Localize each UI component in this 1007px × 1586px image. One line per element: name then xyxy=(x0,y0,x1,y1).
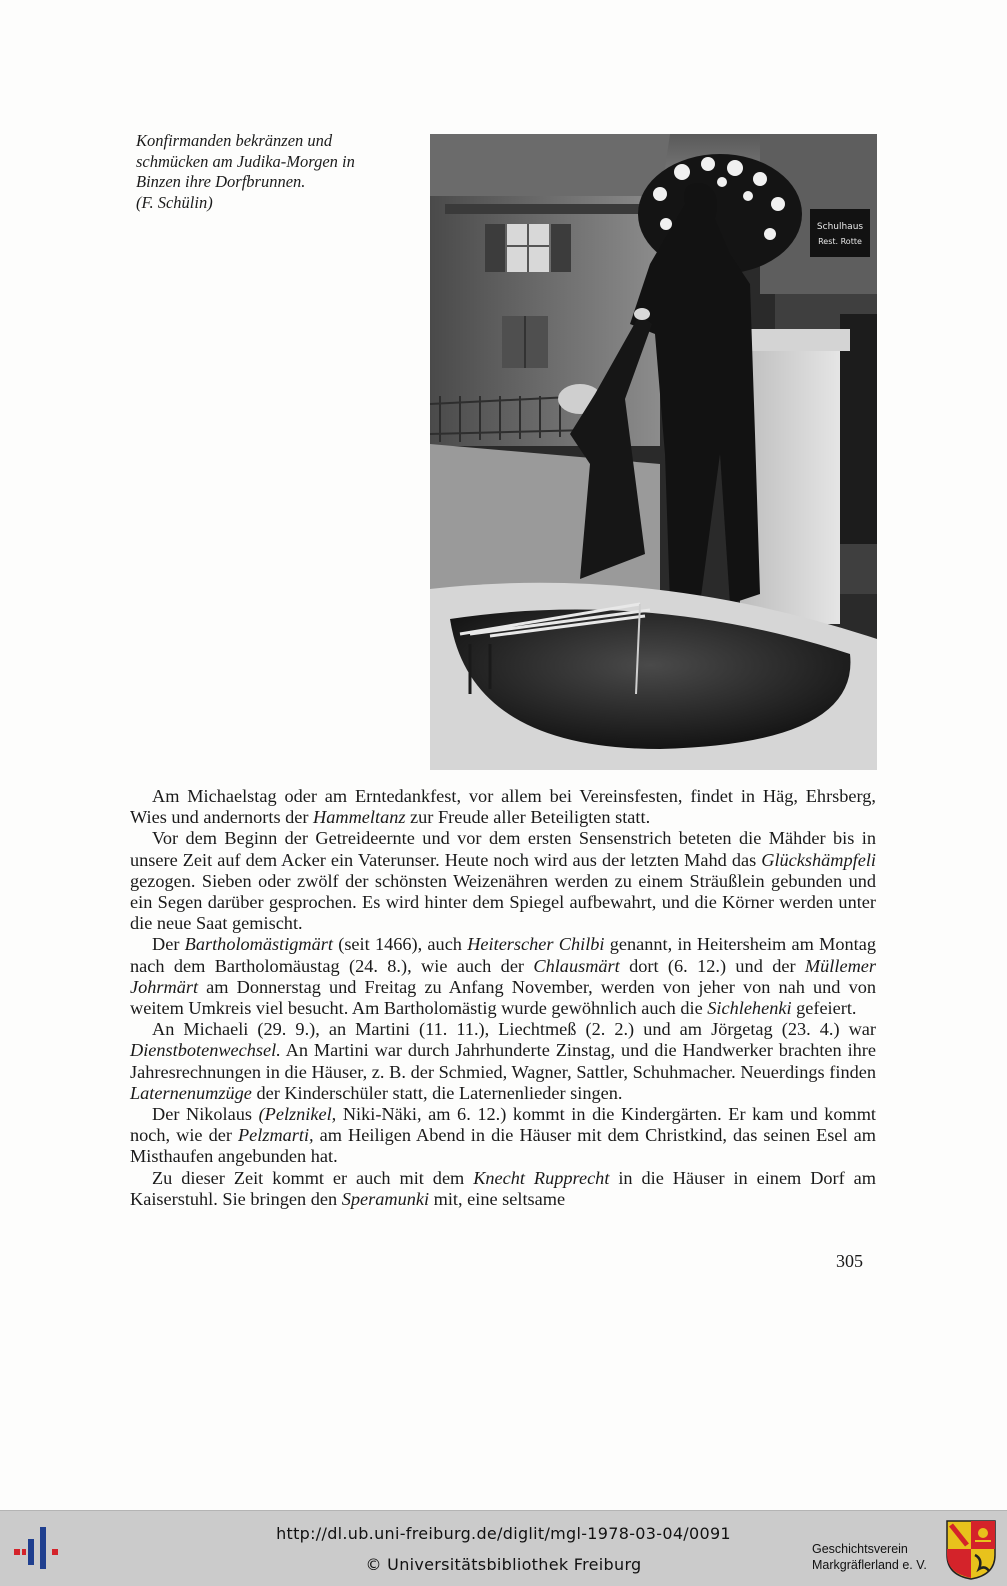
text-run: am Heiligen Abend in die Häuser mit dem Christkind, das seinen Esel am Misthaufen angebunden hat. xyxy=(130,1125,876,1167)
text-run: Vor dem Beginn der Getreideernte und vor dem ersten Sensenstrich beteten die Mähder bis in unsere Zeit auf dem Acker ein Vaterunser. Heute noch wird aus der letzten Mahd das xyxy=(130,828,876,870)
text-run: Der xyxy=(152,934,185,955)
text-run: Am Michaelstag oder am Erntedankfest, vor allem bei Vereinsfesten, findet in Häg, Ehrsberg, Wies und andernorts der xyxy=(130,786,876,828)
viewer-footer xyxy=(0,1510,1007,1586)
italic-term: Speramunki xyxy=(341,1188,430,1209)
italic-term: Chlausmärt xyxy=(533,955,620,976)
text-run: Niki-Näki, am 6. 12.) kommt in die Kindergärten. Er kam und kommt noch, wie der xyxy=(130,1104,876,1146)
text-run: in die Häuser in einem Dorf am Kaiserstuhl. Sie bringen den xyxy=(130,1167,876,1209)
italic-term: Sichlehenki xyxy=(707,998,792,1019)
text-run: (seit 1466), auch xyxy=(332,934,468,955)
caption-line: schmücken am Judika-Morgen in xyxy=(136,151,355,171)
italic-term: Pelzmarti, xyxy=(237,1125,314,1146)
text-run: An Michaeli (29. 9.), an Martini (11. 11.), Liechtmeß (2. 2.) und am Jörgetag (23. 4.) war xyxy=(152,1019,876,1040)
paragraph xyxy=(130,1168,876,1210)
society-name xyxy=(812,1541,938,1573)
text-run: gezogen. Sieben oder zwölf der schönsten Weizenähren werden zu einem Sträußlein gebunden und ein Segen darüber gesprochen. Es wird hinter dem Spiegel aufbewahrt, und die Körner werden unter die neue Saat gemischt. xyxy=(130,870,876,934)
svg-text:Rest. Rotte: Rest. Rotte xyxy=(818,237,862,246)
text-run: mit, eine seltsame xyxy=(429,1188,566,1209)
italic-term: Müllemer Johrmärt xyxy=(130,955,876,997)
society-line: Markgräflerland e. V. xyxy=(812,1558,927,1572)
text-run: dort (6. 12.) und der xyxy=(619,955,805,976)
photo-caption xyxy=(136,131,421,213)
italic-term: Hammeltanz xyxy=(313,807,406,828)
paragraph xyxy=(130,1019,876,1104)
paragraph xyxy=(130,786,876,828)
paragraph xyxy=(130,1104,876,1168)
italic-term: Bartholomästigmärt xyxy=(184,934,333,955)
coat-of-arms-icon xyxy=(945,1519,997,1581)
text-run: am Donnerstag und Freitag zu Anfang November, werden von jeher von nah und von weitem Umkreis viel besucht. Am Bartholomästig wurde gewöhnlich auch die xyxy=(130,976,876,1019)
paragraph xyxy=(130,828,876,934)
society-line: Geschichtsverein xyxy=(812,1542,908,1556)
text-run: genannt, in Heitersheim am Montag nach dem Bartholomäustag (24. 8.), wie auch der xyxy=(130,934,876,976)
italic-term: Heiterscher Chilbi xyxy=(467,934,605,955)
copyright-notice: © Universitätsbibliothek Freiburg xyxy=(365,1555,642,1574)
text-run: der Kinderschüler statt, die Laternenlieder singen. xyxy=(251,1082,623,1103)
italic-term: (Pelznikel, xyxy=(258,1104,337,1125)
italic-term: Glückshämpfeli xyxy=(761,849,876,870)
caption-line: Binzen ihre Dorfbrunnen. xyxy=(136,172,306,191)
text-run: Zu dieser Zeit kommt er auch mit dem xyxy=(152,1167,474,1188)
caption-line: (F. Schülin) xyxy=(136,192,213,212)
italic-term: Laternenumzüge xyxy=(130,1082,252,1103)
italic-term: Dienstbotenwechsel. xyxy=(130,1040,281,1061)
text-run: Der Nikolaus xyxy=(152,1104,259,1125)
paragraph xyxy=(130,934,876,1019)
svg-text:Schulhaus: Schulhaus xyxy=(816,222,864,232)
caption-line: Konfirmanden bekränzen und xyxy=(136,131,333,150)
italic-term: Knecht Rupprecht xyxy=(473,1167,610,1188)
permalink-url[interactable]: http://dl.ub.uni-freiburg.de/diglit/mgl-1978-03-04/0091 xyxy=(276,1524,731,1543)
text-run: zur Freude aller Beteiligten statt. xyxy=(405,807,651,828)
fountain-photo xyxy=(430,134,877,770)
body-text xyxy=(130,786,876,1210)
text-run: gefeiert. xyxy=(791,998,857,1019)
text-run: An Martini war durch Jahrhunderte Zinstag, und die Handwerker brachten ihre Jahresrechnungen in die Häuser, z. B. der Schmied, Wagner, Sattler, Schuhmacher. Neuerdings finden xyxy=(130,1040,876,1082)
page-number: 305 xyxy=(836,1251,863,1271)
